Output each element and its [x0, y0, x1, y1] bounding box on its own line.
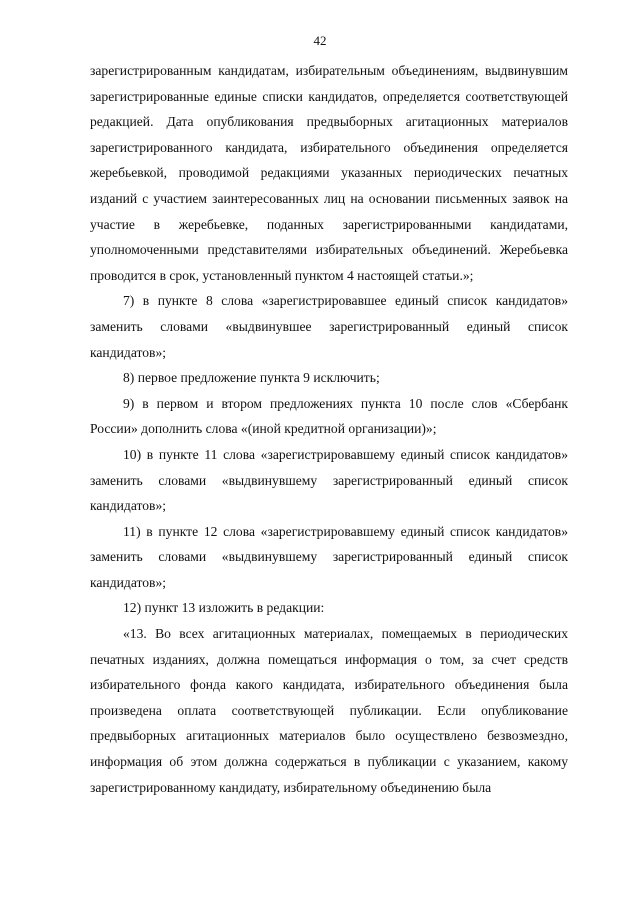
document-body	[90, 58, 568, 800]
paragraph-quoted-point-13: «13. Во всех агитационных материалах, помещаемых в периодических печатных изданиях, должна помещаться информация о том, за счет средств избирательного фонда какого кандидата, избирательного объединения была произведена оплата соответствующей публикации. Если опубликование предвыборных агитационных материалов было осуществлено безвозмездно, информация об этом должна содержаться в публикации с указанием, какому зарегистрированному кандидату, избирательному объединению была	[90, 626, 568, 795]
paragraph-item-10: 10) в пункте 11 слова «зарегистрировавшему единый список кандидатов» заменить словами «выдвинувшему зарегистрированный единый список кандидатов»;	[90, 446, 568, 514]
paragraph-item-9: 9) в первом и втором предложениях пункта 10 после слов «Сбербанк России» дополнить слова «(иной кредитной организации)»;	[90, 395, 568, 437]
paragraph-item-7: 7) в пункте 8 слова «зарегистрировавшее единый список кандидатов» заменить словами «выдвинувшее зарегистрированный единый список кандидатов»;	[90, 293, 568, 360]
page-number: 42	[313, 33, 327, 48]
paragraph-item-11: 11) в пункте 12 слова «зарегистрировавшему единый список кандидатов» заменить словами «выдвинувшему зарегистрированный единый список кандидатов»;	[90, 523, 568, 590]
paragraph-item-12: 12) пункт 13 изложить в редакции:	[123, 600, 325, 616]
paragraph-continuation: зарегистрированным кандидатам, избирательным объединениям, выдвинувшим зарегистрированные единые списки кандидатов, определяется соответствующей редакцией. Дата опубликования предвыборных агитационных материалов зарегистрированного кандидата, избирательного объединения определяется жеребьевкой, проводимой редакциями указанных периодических печатных изданий с участием заинтересованных лиц на основании письменных заявок на участие в жеребьевке, поданных зарегистрированными кандидатами, уполномоченными представителями избирательных объединений. Жеребьевка проводится в срок, установленный пунктом 4 настоящей статьи.»;	[90, 63, 568, 283]
paragraph-item-8: 8) первое предложение пункта 9 исключить;	[123, 370, 380, 386]
